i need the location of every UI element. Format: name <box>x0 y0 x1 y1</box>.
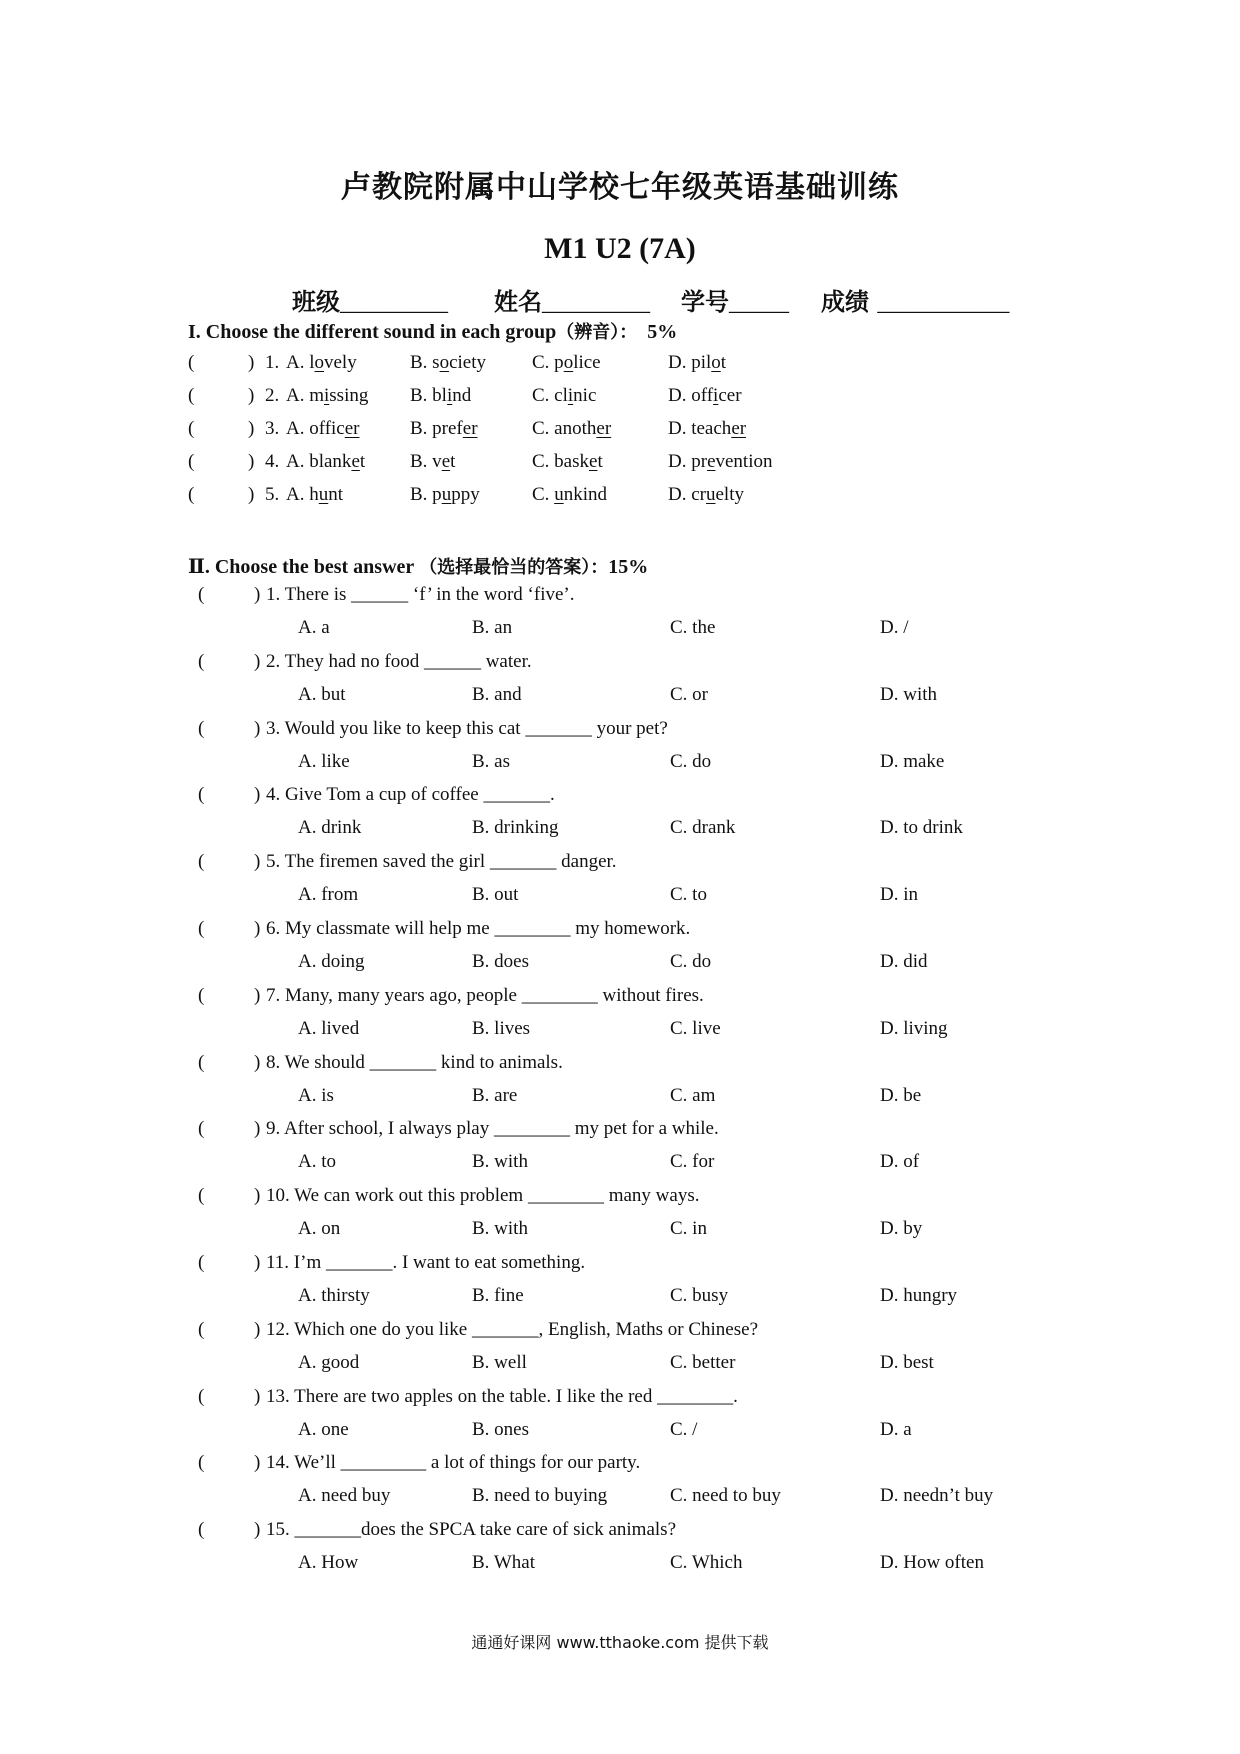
option-b[interactable]: B. an <box>472 617 513 638</box>
info-number-label: 学号 <box>681 288 729 316</box>
option-d[interactable]: D. make <box>880 750 945 772</box>
answer-blank[interactable] <box>210 650 261 677</box>
section-1-heading-text: I. Choose the different sound in each group <box>188 321 557 343</box>
section-2-heading <box>188 553 648 579</box>
option-b: B. prefer <box>410 418 478 439</box>
question-text: 3. Would you like to keep this cat _______ your pet? <box>266 717 668 739</box>
answer-paren-open: ( <box>198 1318 205 1340</box>
info-score-label: 成绩 <box>821 288 869 316</box>
option-d: D. teacher <box>668 418 747 439</box>
option-c[interactable]: C. need to buy <box>670 1485 781 1507</box>
answer-blank[interactable] <box>200 418 248 444</box>
option-a[interactable]: A. one <box>298 1418 349 1440</box>
question-text: 7. Many, many years ago, people ________ without fires. <box>266 984 704 1006</box>
mc-options-row <box>0 817 1240 847</box>
mc-question-row <box>0 718 1240 748</box>
section-1-heading <box>188 318 677 344</box>
option-a[interactable]: A. on <box>298 1218 341 1240</box>
option-b[interactable]: B. drinking <box>472 817 559 839</box>
answer-paren-close: ) <box>254 650 261 672</box>
option-d[interactable]: D. did <box>880 951 928 972</box>
underlined-letters: o <box>563 352 574 373</box>
underlined-letters: o <box>439 352 450 373</box>
option-c[interactable]: C. do <box>670 750 712 772</box>
answer-blank[interactable] <box>210 1318 261 1345</box>
underlined-letters: e <box>707 451 716 472</box>
option-b: B. blind <box>410 385 472 406</box>
option-d[interactable]: D. best <box>880 1351 934 1373</box>
option-a[interactable]: A. good <box>298 1351 360 1373</box>
answer-paren-open: ( <box>198 1252 205 1273</box>
option-a: A. hunt <box>286 484 344 505</box>
answer-paren-open: ( <box>198 1452 205 1474</box>
answer-paren-open: ( <box>198 918 205 939</box>
option-c[interactable]: C. live <box>670 1017 721 1039</box>
underlined-letters: i <box>567 385 574 406</box>
option-b[interactable]: B. and <box>472 683 522 705</box>
answer-paren-close: ) <box>254 1519 261 1541</box>
underlined-letters: u <box>705 484 716 505</box>
mc-question-row <box>0 985 1240 1015</box>
option-c: C. unkind <box>532 484 607 505</box>
option-a[interactable]: A. thirsty <box>298 1285 370 1306</box>
underlined-letters: e <box>589 451 598 472</box>
option-c: C. clinic <box>532 385 597 406</box>
answer-blank[interactable] <box>210 784 261 810</box>
answer-blank[interactable] <box>210 1519 261 1545</box>
question-text: 10. We can work out this problem ________ many ways. <box>266 1185 700 1207</box>
page-title: 卢教院附属中山学校七年级英语基础训练 <box>341 170 899 205</box>
underlined-letters: o <box>314 352 324 373</box>
option-c: C. another <box>532 418 612 439</box>
info-student-number <box>681 282 789 317</box>
mc-question-row <box>0 584 1240 614</box>
section-1-heading-zh: （辨音）： <box>556 322 638 343</box>
option-d[interactable]: D. be <box>880 1084 922 1106</box>
question-number: 2. <box>265 385 280 406</box>
option-c[interactable]: C. to <box>670 884 707 906</box>
info-name-blank[interactable]: _________ <box>542 290 650 316</box>
answer-blank[interactable] <box>210 717 261 744</box>
question-text: 6. My classmate will help me ________ my homework. <box>266 918 691 939</box>
answer-paren-close: ) <box>254 1185 261 1207</box>
mc-question-row <box>0 1052 1240 1082</box>
answer-paren-close: ) <box>248 418 255 439</box>
option-b[interactable]: B. What <box>472 1552 535 1574</box>
mc-options-row <box>0 951 1240 981</box>
option-a[interactable]: A. but <box>298 683 346 705</box>
info-name <box>494 282 650 317</box>
mc-question-row <box>0 1519 1240 1549</box>
question-text: 15. _______does the SPCA take care of sick animals? <box>266 1519 677 1541</box>
option-c: C. police <box>532 352 601 373</box>
option-c[interactable]: C. do <box>670 951 712 972</box>
option-a[interactable]: A. How <box>298 1552 359 1574</box>
answer-paren-open: ( <box>198 984 205 1006</box>
mc-options-row <box>0 684 1240 714</box>
section-2-heading-text: Ⅱ. Choose the best answer <box>188 556 415 578</box>
mc-question-row <box>0 651 1240 681</box>
option-a[interactable]: A. a <box>298 617 330 638</box>
mc-options-row <box>0 1151 1240 1181</box>
option-a[interactable]: A. lived <box>298 1017 360 1039</box>
answer-paren-close: ) <box>254 851 261 873</box>
mc-options-row <box>0 1085 1240 1115</box>
answer-blank[interactable] <box>210 918 261 944</box>
mc-question-row <box>0 1252 1240 1282</box>
option-d[interactable]: D. / <box>880 617 909 638</box>
section-1-points: 5% <box>647 321 678 343</box>
answer-paren-open: ( <box>188 418 195 439</box>
underlined-letters: u <box>441 484 452 505</box>
question-text: 13. There are two apples on the table. I like the red ________. <box>266 1385 738 1407</box>
answer-paren-open: ( <box>198 1519 205 1541</box>
question-number: 1. <box>265 352 280 373</box>
option-d[interactable]: D. living <box>880 1017 948 1039</box>
answer-paren-open: ( <box>188 451 195 472</box>
answer-paren-close: ) <box>248 352 255 373</box>
option-c[interactable]: C. the <box>670 617 716 638</box>
option-d: D. cruelty <box>668 484 744 505</box>
underlined-letters: o <box>711 352 721 373</box>
option-a: A. officer <box>286 418 360 439</box>
mc-options-row <box>0 1018 1240 1048</box>
option-a: A. lovely <box>286 352 357 373</box>
option-d[interactable]: D. in <box>880 884 918 906</box>
mc-options-row <box>0 1352 1240 1382</box>
option-a[interactable]: A. from <box>298 884 359 906</box>
question-text: 2. They had no food ______ water. <box>266 650 532 672</box>
answer-paren-open: ( <box>198 584 205 605</box>
option-a: A. missing <box>286 385 369 406</box>
answer-paren-open: ( <box>198 851 205 873</box>
mc-options-row <box>0 1552 1240 1582</box>
info-score-blank[interactable]: ___________ <box>877 290 1010 316</box>
answer-paren-close: ) <box>248 385 255 406</box>
answer-paren-close: ) <box>248 484 255 505</box>
question-text: 9. After school, I always play ________ my pet for a while. <box>266 1118 719 1140</box>
underlined-letters: u <box>318 484 329 505</box>
option-a[interactable]: A. like <box>298 750 350 772</box>
answer-blank[interactable] <box>210 1252 261 1278</box>
question-number: 4. <box>265 451 280 472</box>
option-a: A. blanket <box>286 451 366 472</box>
option-c[interactable]: C. better <box>670 1351 736 1373</box>
question-number: 5. <box>265 484 280 505</box>
answer-paren-close: ) <box>254 717 261 739</box>
option-b: B. vet <box>410 451 456 472</box>
info-class <box>292 282 448 317</box>
answer-blank[interactable] <box>200 385 248 411</box>
info-name-label: 姓名 <box>494 288 542 316</box>
question-number: 3. <box>265 418 280 439</box>
underlined-letters: e <box>351 451 360 472</box>
underlined-letters: e <box>441 451 451 472</box>
option-b[interactable]: B. as <box>472 750 510 772</box>
answer-blank[interactable] <box>210 1385 261 1412</box>
answer-paren-close: ) <box>254 1452 261 1474</box>
mc-options-row <box>0 1218 1240 1248</box>
option-c[interactable]: C. / <box>670 1418 698 1440</box>
question-text: 8. We should _______ kind to animals. <box>266 1051 563 1073</box>
info-class-label: 班级 <box>292 288 340 316</box>
underlined-letters: er <box>596 418 612 439</box>
underlined-letters: i <box>713 385 719 406</box>
sound-question-row <box>0 451 1240 481</box>
mc-question-row <box>0 784 1240 814</box>
option-c[interactable]: C. or <box>670 683 708 705</box>
option-c: C. basket <box>532 451 603 472</box>
option-d: D. officer <box>668 385 742 406</box>
question-text: 11. I’m _______. I want to eat something. <box>266 1252 586 1273</box>
answer-blank[interactable] <box>210 1051 261 1078</box>
option-a[interactable]: A. to <box>298 1151 336 1173</box>
answer-paren-close: ) <box>254 584 261 605</box>
mc-question-row <box>0 1452 1240 1482</box>
option-b[interactable]: B. ones <box>472 1418 529 1440</box>
sound-question-row <box>0 484 1240 514</box>
info-number-blank[interactable]: _____ <box>729 290 789 316</box>
mc-question-row <box>0 1386 1240 1416</box>
option-c[interactable]: C. Which <box>670 1552 743 1574</box>
answer-paren-open: ( <box>198 784 205 806</box>
page-subtitle: M1 U2 (7A) <box>544 232 696 265</box>
answer-paren-open: ( <box>198 650 205 672</box>
answer-paren-close: ) <box>254 984 261 1006</box>
option-b[interactable]: B. out <box>472 884 519 906</box>
option-c[interactable]: C. in <box>670 1218 707 1240</box>
option-b[interactable]: B. lives <box>472 1017 531 1039</box>
section-2-points: 15% <box>608 556 649 578</box>
answer-paren-open: ( <box>198 1051 205 1073</box>
answer-blank[interactable] <box>210 584 261 610</box>
option-d[interactable]: D. to drink <box>880 817 963 839</box>
question-text: 4. Give Tom a cup of coffee _______. <box>266 784 555 806</box>
option-b[interactable]: B. need to buying <box>472 1485 608 1507</box>
answer-paren-close: ) <box>254 1051 261 1073</box>
option-d[interactable]: D. with <box>880 683 937 705</box>
option-d[interactable]: D. How often <box>880 1552 984 1574</box>
answer-paren-open: ( <box>198 1385 205 1407</box>
option-c[interactable]: C. drank <box>670 817 736 839</box>
option-a[interactable]: A. doing <box>298 951 365 972</box>
option-d: D. prevention <box>668 451 773 472</box>
answer-paren-open: ( <box>188 352 195 373</box>
option-c[interactable]: C. for <box>670 1151 715 1173</box>
answer-paren-open: ( <box>198 1185 205 1207</box>
question-text: 1. There is ______ ‘f’ in the word ‘five’. <box>266 584 575 605</box>
option-b[interactable]: B. fine <box>472 1285 524 1306</box>
footer: 通通好课网 www.tthaoke.com 提供下载 <box>471 1633 769 1652</box>
mc-options-row <box>0 884 1240 914</box>
answer-blank[interactable] <box>200 352 248 378</box>
question-text: 12. Which one do you like _______, English, Maths or Chinese? <box>266 1318 759 1340</box>
answer-paren-close: ) <box>254 784 261 806</box>
mc-options-row <box>0 1485 1240 1515</box>
option-d[interactable]: D. of <box>880 1151 920 1173</box>
underlined-letters: er <box>462 418 478 439</box>
underlined-letters: u <box>554 484 564 505</box>
option-b: B. society <box>410 352 487 373</box>
option-b[interactable]: B. does <box>472 951 529 972</box>
answer-paren-open: ( <box>188 385 195 406</box>
answer-paren-close: ) <box>254 1385 261 1407</box>
section-2-heading-zh: （选择最恰当的答案）： <box>419 557 609 578</box>
option-c[interactable]: C. busy <box>670 1285 729 1306</box>
option-a[interactable]: A. drink <box>298 817 362 839</box>
answer-paren-open: ( <box>198 717 205 739</box>
answer-blank[interactable] <box>200 484 248 510</box>
underlined-letters: er <box>344 418 360 439</box>
question-text: 14. We’ll _________ a lot of things for our party. <box>266 1452 641 1474</box>
mc-options-row <box>0 617 1240 647</box>
answer-paren-open: ( <box>198 1118 205 1140</box>
option-b[interactable]: B. are <box>472 1084 518 1106</box>
mc-options-row <box>0 1285 1240 1315</box>
mc-question-row <box>0 1319 1240 1349</box>
info-score <box>821 282 1009 317</box>
mc-question-row <box>0 1118 1240 1148</box>
option-d[interactable]: D. hungry <box>880 1285 958 1306</box>
sound-question-row <box>0 352 1240 382</box>
option-d[interactable]: D. needn’t buy <box>880 1485 994 1507</box>
underlined-letters: er <box>731 418 747 439</box>
answer-paren-close: ) <box>254 1318 261 1340</box>
mc-options-row <box>0 751 1240 781</box>
mc-options-row <box>0 1419 1240 1449</box>
question-text: 5. The firemen saved the girl _______ danger. <box>266 851 617 873</box>
answer-paren-close: ) <box>254 918 261 939</box>
answer-paren-open: ( <box>188 484 195 505</box>
answer-blank[interactable] <box>210 984 261 1011</box>
underlined-letters: i <box>324 385 330 406</box>
option-a[interactable]: A. need buy <box>298 1485 391 1507</box>
answer-blank[interactable] <box>210 851 261 877</box>
option-d[interactable]: D. by <box>880 1218 923 1240</box>
option-b[interactable]: B. with <box>472 1151 528 1173</box>
mc-question-row <box>0 851 1240 881</box>
option-b[interactable]: B. well <box>472 1351 527 1373</box>
option-a[interactable]: A. is <box>298 1084 334 1106</box>
answer-blank[interactable] <box>200 451 248 477</box>
sound-question-row <box>0 418 1240 448</box>
answer-blank[interactable] <box>210 1185 261 1211</box>
answer-paren-close: ) <box>254 1118 261 1140</box>
option-b[interactable]: B. with <box>472 1218 528 1240</box>
option-b: B. puppy <box>410 484 480 505</box>
option-d[interactable]: D. a <box>880 1418 912 1440</box>
answer-paren-close: ) <box>248 451 255 472</box>
mc-question-row <box>0 918 1240 948</box>
answer-paren-close: ) <box>254 1252 261 1273</box>
answer-blank[interactable] <box>210 1452 261 1478</box>
option-d: D. pilot <box>668 352 727 373</box>
info-class-blank[interactable]: _________ <box>340 290 448 316</box>
answer-blank[interactable] <box>210 1118 261 1144</box>
sound-question-row <box>0 385 1240 415</box>
option-c[interactable]: C. am <box>670 1084 716 1106</box>
underlined-letters: i <box>446 385 453 406</box>
mc-question-row <box>0 1185 1240 1215</box>
